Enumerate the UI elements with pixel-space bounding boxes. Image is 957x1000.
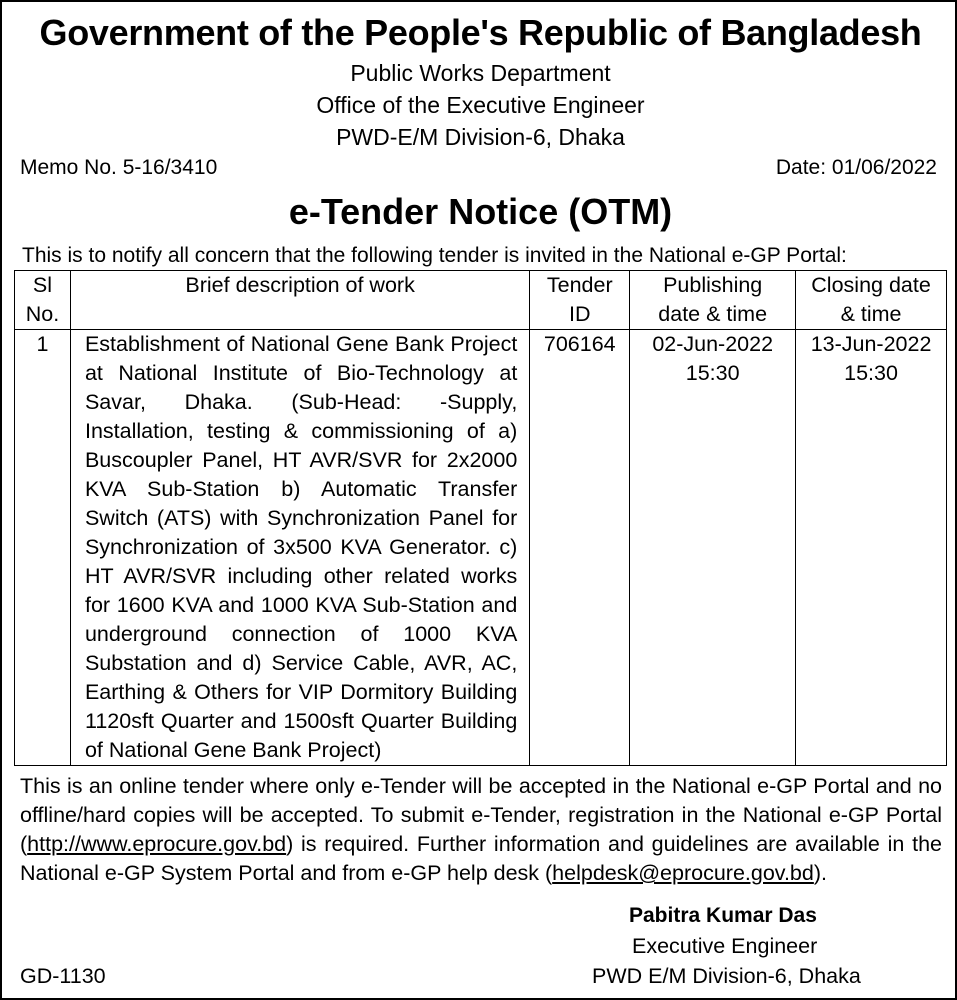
header-sl-line2: No. [25, 302, 60, 326]
notice-title: e-Tender Notice (OTM) [288, 191, 673, 232]
memo-number: Memo No. 5-16/3410 [20, 156, 218, 179]
header-closing-line2: & time [840, 302, 902, 326]
header-tender-line1: Tender [546, 273, 613, 297]
footer-text-2: ) is required. Further information and guidelines are available in the National e-GP System Portal and from e-GP help desk ( [20, 832, 942, 885]
header-description [70, 271, 529, 330]
intro-text: This is to notify all concern that the following tender is invited in the National e-GP Portal: [22, 244, 847, 267]
publishing-date: 02-Jun-2022 [652, 332, 774, 356]
header-closing [796, 271, 947, 330]
tender-table [14, 270, 947, 766]
header-tender-line2: ID [569, 302, 591, 326]
page-title: Government of the People's Republic of Bangladesh [39, 12, 922, 53]
table-header-row [15, 271, 947, 330]
department-name: Public Works Department [350, 60, 611, 86]
portal-link[interactable]: http://www.eprocure.gov.bd [27, 832, 287, 856]
office-name: Office of the Executive Engineer [316, 92, 645, 118]
closing-time: 15:30 [844, 361, 898, 385]
signatory-name: Pabitra Kumar Das [629, 904, 817, 927]
cell-description: Establishment of National Gene Bank Project at National Institute of Bio-Technology at Savar, Dhaka. (Sub-Head: -Supply, Installation, testing & commissioning of a) Buscoupler Panel, HT AVR/SVR for 2x2000 KVA Sub-Station b) Automatic Transfer Switch (ATS) with Synchronization Panel for Synchronization of 3x500 KVA Generator. c) HT AVR/SVR including other related works for 1600 KVA and 1000 KVA Sub-Station and underground connection of 1000 KVA Substation and d) Service Cable, AVR, AC, Earthing & Others for VIP Dormitory Building 1120sft Quarter and 1500sft Quarter Building of National Gene Bank Project) [70, 330, 529, 766]
footer-text-1: This is an online tender where only e-Tender will be accepted in the National e-GP Portal and no offline/hard copies will be accepted. To submit e-Tender, registration in the National e-GP Portal ( [20, 774, 942, 856]
notice-date: Date: 01/06/2022 [775, 156, 937, 179]
signatory-designation: Executive Engineer [632, 934, 818, 958]
header-description-label: Brief description of work [185, 273, 415, 297]
header-publishing [630, 271, 796, 330]
header-tender-id [530, 271, 630, 330]
table-row [15, 330, 947, 766]
footer-paragraph [20, 772, 942, 888]
cell-tender-id: 706164 [530, 330, 630, 766]
gd-reference: GD-1130 [20, 964, 106, 988]
cell-publishing [630, 330, 796, 766]
closing-date: 13-Jun-2022 [810, 332, 932, 356]
header-publishing-line1: Publishing [663, 273, 763, 297]
header-closing-line1: Closing date [811, 273, 931, 297]
header-sl-line1: Sl [32, 273, 53, 297]
cell-sl-no: 1 [15, 330, 71, 766]
helpdesk-email-link[interactable]: helpdesk@eprocure.gov.bd [552, 861, 814, 885]
header-sl-no [15, 271, 71, 330]
footer-text-3: ). [813, 861, 827, 885]
division-name: PWD-E/M Division-6, Dhaka [336, 124, 625, 150]
signatory-office: PWD E/M Division-6, Dhaka [592, 964, 861, 988]
header-publishing-line2: date & time [658, 302, 768, 326]
cell-closing [796, 330, 947, 766]
publishing-time: 15:30 [685, 361, 740, 385]
